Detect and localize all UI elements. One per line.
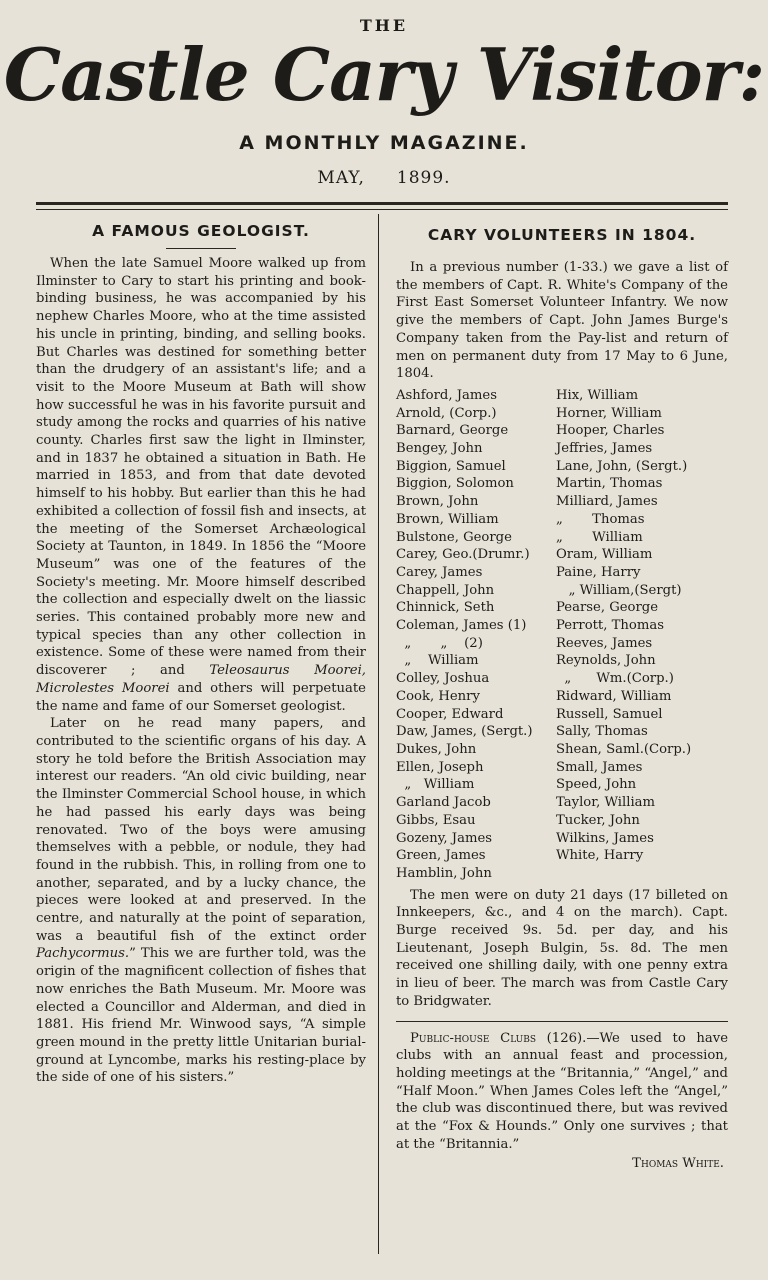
- name-left: Ashford, James: [396, 387, 497, 403]
- table-row: [396, 582, 728, 600]
- table-row: [396, 635, 728, 653]
- column-divider: [378, 214, 379, 1254]
- name-left: „ „ (2): [396, 635, 483, 651]
- author-signature: Thomas White.: [632, 1156, 724, 1172]
- table-row: [396, 688, 728, 706]
- name-right: Reeves, James: [556, 635, 653, 651]
- table-row: [396, 847, 728, 865]
- table-row: [396, 422, 728, 440]
- table-row: [396, 776, 728, 794]
- public-house-clubs-note: Public-house Clubs (126).—We used to have clubs with an annual feast and procession, holding meetings at the “Britannia,” “Angel,” and “Half Moon.” When James Coles left the “Angel,” the club was discontinued there, but was revived at the “Fox & Hounds.” Only one survives ; that at the “Britannia.”: [396, 1030, 729, 1152]
- table-row: [396, 617, 728, 635]
- name-right: „ Thomas: [556, 511, 645, 527]
- name-left: Green, James: [396, 848, 486, 864]
- name-left: Dukes, John: [396, 741, 477, 757]
- name-right: Horner, William: [556, 405, 662, 421]
- volunteers-outro: The men were on duty 21 days (17 billeted on Innkeepers, &c., and 4 on the march). Capt. Burge received 9s. 5d. per day, and his Lieutenant, Joseph Bulgin, 5s. 8d. The men received one shilling daily, with one penny extra in lieu of beer. The march was from Castle Cary to Bridgwater.: [396, 887, 728, 1009]
- table-row: [396, 458, 728, 476]
- name-left: Coleman, James (1): [396, 618, 527, 634]
- name-right: Perrott, Thomas: [556, 618, 664, 634]
- name-right: Wilkins, James: [556, 830, 654, 846]
- name-left: Brown, William: [396, 511, 499, 527]
- name-left: Carey, James: [396, 564, 483, 580]
- name-left: Chinnick, Seth: [396, 600, 495, 616]
- article-heading: A FAMOUS GEOLOGIST.: [92, 222, 310, 240]
- article-heading: CARY VOLUNTEERS IN 1804.: [427, 226, 697, 244]
- table-row: [396, 706, 728, 724]
- magazine-title: Castle Cary Visitor:: [3, 32, 765, 117]
- article-famous-geologist: [36, 220, 366, 1087]
- name-right: [556, 865, 728, 883]
- name-right: Hooper, Charles: [556, 423, 665, 439]
- name-left: Garland Jacob: [396, 795, 491, 811]
- name-left: „ William: [396, 653, 479, 669]
- name-right: Lane, John, (Sergt.): [556, 458, 688, 474]
- name-right: Speed, John: [556, 777, 637, 793]
- name-right: Jeffries, James: [556, 441, 653, 457]
- magazine-subtitle: A MONTHLY MAGAZINE.: [239, 132, 529, 154]
- name-right: Oram, William: [556, 547, 653, 563]
- name-left: Arnold, (Corp.): [396, 405, 497, 421]
- name-left: Bengey, John: [396, 441, 483, 457]
- species-names: Teleosaurus Moorei, Microlestes Moorei: [36, 663, 367, 696]
- note-lead: Public-house Clubs (126).: [410, 1030, 587, 1046]
- table-row: [396, 475, 728, 493]
- name-right: Reynolds, John: [556, 653, 656, 669]
- name-right: Milliard, James: [556, 494, 658, 510]
- table-row: [396, 546, 728, 564]
- table-row: [396, 670, 728, 688]
- table-row: [396, 794, 728, 812]
- name-right: Tucker, John: [556, 812, 640, 828]
- table-row: [396, 440, 728, 458]
- table-row: [396, 405, 728, 423]
- section-rule: [396, 1021, 728, 1022]
- name-left: „ William: [396, 777, 475, 793]
- name-left: Carey, Geo.(Drumr.): [396, 547, 530, 563]
- table-row: [396, 493, 728, 511]
- volunteers-intro: In a previous number (1-33.) we gave a list of the members of Capt. R. White's Company of the First East Somerset Volunteer Infantry. We now give the members of Capt. John James Burge's Company taken from the Pay-list and return of men on permanent duty from 17 May to 6 June, 1804.: [396, 260, 728, 382]
- table-row: [396, 387, 728, 405]
- issue-year: 1899.: [396, 168, 451, 188]
- name-left: Colley, Joshua: [396, 671, 490, 687]
- table-row: [396, 652, 728, 670]
- name-right: Shean, Saml.(Corp.): [556, 741, 692, 757]
- name-right: Martin, Thomas: [556, 476, 663, 492]
- name-right: Paine, Harry: [556, 564, 641, 580]
- masthead-the: THE: [359, 16, 409, 35]
- volunteer-names-list: [396, 387, 728, 883]
- name-left: Biggion, Samuel: [396, 458, 506, 474]
- table-row: [396, 830, 728, 848]
- name-left: Chappell, John: [396, 582, 495, 598]
- name-right: Pearse, George: [556, 600, 659, 616]
- name-right: Sally, Thomas: [556, 724, 648, 740]
- table-row: [396, 759, 728, 777]
- name-right: Russell, Samuel: [556, 706, 663, 722]
- table-row: [396, 723, 728, 741]
- name-left: Cook, Henry: [396, 688, 480, 704]
- name-right: Ridward, William: [556, 688, 672, 704]
- name-left: Brown, John: [396, 494, 479, 510]
- table-row: [396, 529, 728, 547]
- table-row: [396, 865, 728, 883]
- article-paragraph-2: Later on he read many papers, and contributed to the scientific organs of his day. A story he told before the British Association may interest our readers. “An old civic building, near the Ilminster Commercial School house, in which he had passed his early days was being renovated. Two of the boys were amusing themselves with a pebble, or nodule, they had found in the rubbish. This, in rolling from one to another, separated, and by a lucky chance, the pieces were looked at and preserved. In the centre, and naturally at the point of separation, was a beautiful fish of the extinct order Pachycormus.” This we are further told, was the origin of the magnificent collection of fishes that now enriches the Bath Museum. Mr. Moore was elected a Councillor and Alderman, and died in 1881. His friend Mr. Winwood says, “A simple green mound in the pretty little Unitarian burial-ground at Lyncombe, marks his resting-place by the side of one of his sisters.”: [36, 716, 366, 1086]
- name-left: Gibbs, Esau: [396, 812, 476, 828]
- name-right: Hix, William: [556, 387, 639, 403]
- name-left: Bulstone, George: [396, 529, 512, 545]
- name-right: „ William,(Sergt): [556, 582, 682, 598]
- name-left: Barnard, George: [396, 423, 509, 439]
- name-left: Biggion, Solomon: [396, 476, 514, 492]
- name-left: Daw, James, (Sergt.): [396, 724, 533, 740]
- masthead-rule-thin: [36, 209, 728, 210]
- table-row: [396, 564, 728, 582]
- table-row: [396, 741, 728, 759]
- name-right: Taylor, William: [556, 795, 656, 811]
- issue-date: [0, 168, 768, 188]
- name-right: White, Harry: [556, 848, 644, 864]
- masthead-rule-thick: [36, 202, 728, 205]
- article-cary-volunteers: [396, 224, 728, 1173]
- table-row: [396, 812, 728, 830]
- name-right: „ Wm.(Corp.): [556, 671, 674, 687]
- article-paragraph-1: When the late Samuel Moore walked up from Ilminster to Cary to start his printing and book-binding business, he was accompanied by his nephew Charles Moore, who at the time assisted his uncle in printing, binding, and selling books. But Charles was destined for something better than the drudgery of an assistant's life; and a visit to the Moore Museum at Bath will show how successful he was in his favorite pursuit and study among the rocks and quarries of his native county. Charles first saw the light in Ilminster, and in 1837 he obtained a situation in Bath. He married in 1853, and from that date devoted himself to his hobby. But earlier than this he had exhibited a collection of fossil fish and insects, at the meeting of the Somerset Archæological Society at Taunton, in 1849. In 1856 the “Moore Museum” was one of the features of the Society's meeting. Mr. Moore himself described the collection and especially dwelt on the liassic series. This contained probably more new and typical species than any other collection in existence. Some of these were named from their discoverer ; and Teleosaurus Moorei, Microlestes Moorei and others will perpetuate the name and fame of our Somerset geologist.: [36, 256, 367, 714]
- name-left: Hamblin, John: [396, 865, 492, 881]
- fish-order-name: Pachycormus.: [36, 946, 130, 962]
- name-left: Cooper, Edward: [396, 706, 504, 722]
- table-row: [396, 599, 728, 617]
- heading-rule: [166, 248, 236, 249]
- issue-month: MAY,: [317, 168, 365, 188]
- table-row: [396, 511, 728, 529]
- name-right: Small, James: [556, 759, 643, 775]
- name-left: Ellen, Joseph: [396, 759, 484, 775]
- name-left: Gozeny, James: [396, 830, 493, 846]
- name-right: „ William: [556, 529, 643, 545]
